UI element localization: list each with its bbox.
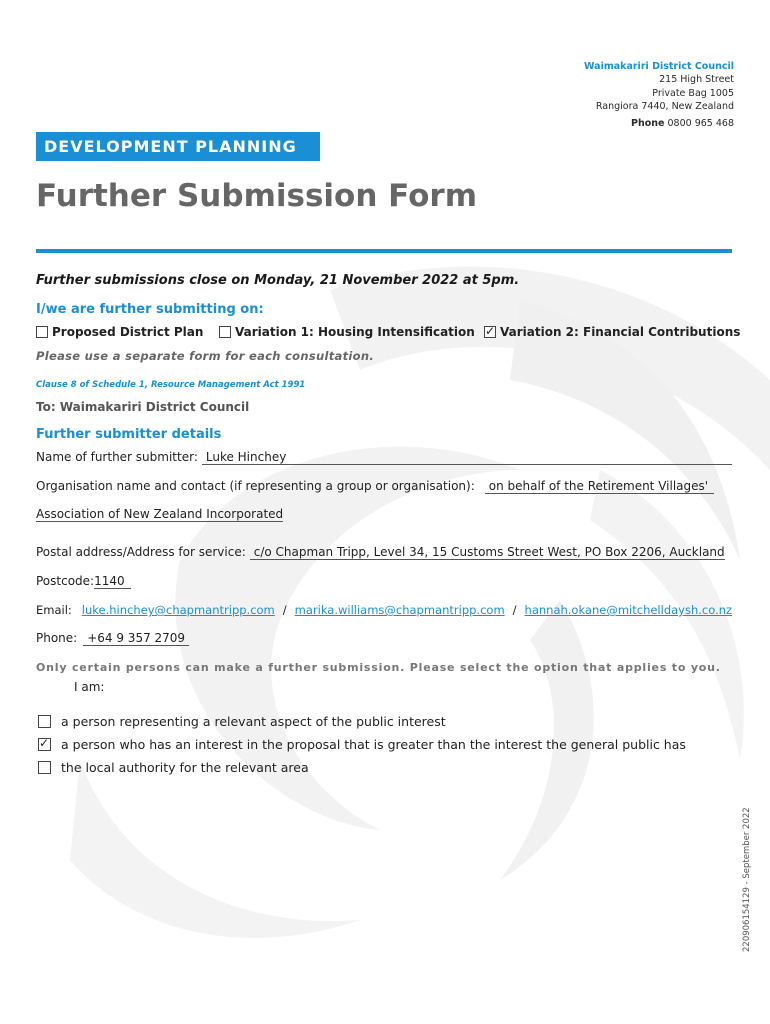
organisation-field-row (36, 479, 714, 494)
checkbox-local-authority[interactable] (38, 761, 51, 774)
legislation-clause: Clause 8 of Schedule 1, Resource Management Act 1991 (36, 380, 306, 390)
phone-label: Phone: (36, 631, 78, 645)
option-proposed-district-plan[interactable] (36, 325, 203, 339)
separate-form-note: Please use a separate form for each consultation. (36, 349, 374, 363)
name-field[interactable]: Luke Hinchey (202, 450, 732, 465)
postal-address-label: Postal address/Address for service: (36, 545, 246, 559)
postal-address-row (36, 545, 725, 560)
option-label: Variation 2: Financial Contributions (500, 325, 741, 339)
option-variation-1[interactable] (219, 325, 475, 339)
checkbox-greater-interest[interactable] (38, 738, 51, 751)
choice-label: a person who has an interest in the proposal that is greater than the interest the general public has (61, 737, 686, 752)
email-separator: / (282, 603, 287, 617)
name-field-row (36, 450, 732, 465)
checkbox-variation-1[interactable] (219, 326, 231, 338)
email-link-2[interactable]: marika.williams@chapmantripp.com (294, 603, 505, 617)
council-name: Waimakariri District Council (584, 61, 734, 72)
checkbox-proposed-district-plan[interactable] (36, 326, 48, 338)
checkbox-variation-2[interactable] (484, 326, 496, 338)
postcode-label: Postcode: (36, 574, 95, 588)
council-address-line: 215 High Street (659, 74, 734, 86)
organisation-field-continued[interactable] (36, 507, 283, 521)
page-title: Further Submission Form (36, 178, 477, 214)
council-address-block (584, 60, 734, 130)
i-am-label: I am: (74, 680, 105, 694)
name-label: Name of further submitter: (36, 450, 198, 464)
checkbox-public-interest[interactable] (38, 715, 51, 728)
postal-address-field[interactable]: c/o Chapman Tripp, Level 34, 15 Customs Street West, PO Box 2206, Auckland (250, 545, 725, 560)
choice-local-authority[interactable] (38, 760, 309, 775)
email-link-3[interactable]: hannah.okane@mitchelldaysh.co.nz (524, 603, 733, 617)
email-label: Email: (36, 603, 72, 617)
postcode-row (36, 574, 131, 589)
council-phone (584, 117, 734, 130)
email-row (36, 603, 732, 617)
organisation-label: Organisation name and contact (if representing a group or organisation): (36, 479, 475, 493)
eligibility-note: Only certain persons can make a further submission. Please select the option that applies to you. (36, 661, 721, 674)
email-link-1[interactable]: luke.hinchey@chapmantripp.com (81, 603, 275, 617)
council-phone-label: Phone (631, 117, 665, 129)
option-variation-2[interactable] (484, 325, 740, 339)
choice-public-interest[interactable] (38, 714, 446, 729)
choice-greater-interest[interactable] (38, 737, 686, 752)
choice-label: a person representing a relevant aspect of the public interest (61, 714, 446, 729)
choice-label: the local authority for the relevant area (61, 760, 309, 775)
department-banner: DEVELOPMENT PLANNING (36, 132, 320, 161)
document-code: 220906154129 - September 2022 (742, 807, 752, 952)
document-code-wrapper (742, 807, 770, 962)
organisation-field[interactable]: on behalf of the Retirement Villages' (485, 479, 714, 494)
phone-row (36, 631, 189, 646)
email-separator: / (512, 603, 517, 617)
addressee-line: To: Waimakariri District Council (36, 400, 250, 414)
title-divider (36, 249, 732, 253)
postcode-field[interactable]: 1140 (94, 574, 131, 589)
council-address-line: Rangiora 7440, New Zealand (595, 101, 734, 113)
council-address-line: Private Bag 1005 (652, 87, 734, 99)
closing-date-notice: Further submissions close on Monday, 21 November 2022 at 5pm. (36, 273, 520, 288)
council-phone-number: 0800 965 468 (667, 117, 734, 129)
submitting-on-heading: I/we are further submitting on: (36, 302, 264, 317)
option-label: Proposed District Plan (52, 325, 204, 339)
organisation-field-line-2[interactable]: Association of New Zealand Incorporated (36, 507, 284, 521)
submitter-details-heading: Further submitter details (36, 427, 222, 442)
phone-field[interactable]: +64 9 357 2709 (83, 631, 189, 646)
option-label: Variation 1: Housing Intensification (235, 325, 475, 339)
